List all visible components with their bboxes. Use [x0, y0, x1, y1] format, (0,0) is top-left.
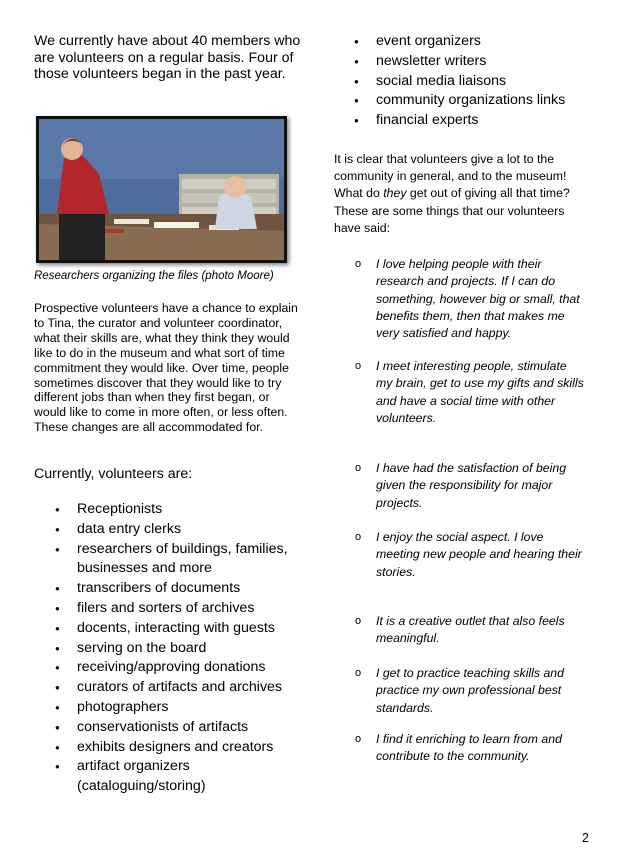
researchers-photo-illustration [39, 119, 284, 260]
list-item: ● data entry clerks [77, 520, 307, 540]
list-item: ● docents, interacting with guests [77, 619, 307, 639]
volunteer-process-paragraph: Prospective volunteers have a chance to explain to Tina, the curator and volunteer coordinator, what their skills are, what they think they would like to do in the museum and what sort of time commitment they would like. Over time, people sometimes discover that they would like to try different jobs than when they first began, or would like to come in more often, or less often. These changes are all accommodated for. [34, 301, 298, 435]
list-item: ● conservationists of artifacts [77, 718, 307, 738]
volunteer-roles-list-continued [376, 32, 586, 131]
list-item: ● artifact organizers (cataloguing/storing) [77, 757, 307, 797]
volunteer-quote [355, 460, 586, 512]
researchers-photo [36, 116, 287, 263]
volunteer-quote [355, 358, 586, 427]
list-item: ● researchers of buildings, families, businesses and more [77, 540, 307, 580]
circle-bullet-icon: o [355, 360, 362, 372]
circle-bullet-icon: o [355, 667, 362, 679]
quote-text: I enjoy the social aspect. I love meeting new people and hearing their stories. [376, 530, 582, 579]
list-item: ● event organizers [376, 32, 586, 52]
circle-bullet-icon: o [355, 531, 362, 543]
paragraph-text-after: get out of giving all that time? These are some things that our volunteers have said: [334, 186, 570, 235]
list-item: ● Receptionists [77, 500, 307, 520]
circle-bullet-icon: o [355, 258, 362, 270]
volunteer-quote [355, 529, 586, 581]
list-item: ● community organizations links [376, 91, 586, 111]
list-item: ● social media liaisons [376, 72, 586, 92]
list-item: ● newsletter writers [376, 52, 586, 72]
quote-text: I meet interesting people, stimulate my brain, get to use my gifts and skills and have a social time with other volunteers. [376, 359, 584, 425]
list-item: ● financial experts [376, 111, 586, 131]
page-number: 2 [582, 831, 589, 845]
circle-bullet-icon: o [355, 462, 362, 474]
list-item: ● exhibits designers and creators [77, 738, 307, 758]
circle-bullet-icon: o [355, 615, 362, 627]
quote-text: I have had the satisfaction of being given the responsibility for major projects. [376, 461, 567, 510]
list-item: ● receiving/approving donations [77, 658, 307, 678]
paragraph-text-before: It is clear that volunteers give a lot to the community in general, and to the museum! What do [334, 152, 567, 201]
quote-text: It is a creative outlet that also feels meaningful. [376, 614, 565, 646]
volunteer-quote [355, 731, 586, 766]
volunteer-quote [355, 665, 586, 717]
circle-bullet-icon: o [355, 733, 362, 745]
volunteer-roles-list [77, 500, 307, 797]
currently-heading: Currently, volunteers are: [34, 466, 193, 482]
volunteers-give-paragraph [334, 151, 594, 237]
list-item: ● transcribers of documents [77, 579, 307, 599]
list-item: ● curators of artifacts and archives [77, 678, 307, 698]
volunteer-quote [355, 613, 586, 648]
paragraph-emphasis: they [383, 186, 407, 201]
list-item: ● serving on the board [77, 639, 307, 659]
photo-caption: Researchers organizing the files (photo Moore) [34, 270, 274, 282]
quote-text: I find it enriching to learn from and contribute to the community. [376, 732, 562, 764]
intro-paragraph: We currently have about 40 members who are volunteers on a regular basis. Four of those volunteers began in the past year. [34, 33, 301, 82]
quote-text: I love helping people with their research and projects. If I can do something, however big or small, that benefits them, then that makes me very satisfied and happy. [376, 257, 580, 341]
list-item: ● photographers [77, 698, 307, 718]
quote-text: I get to practice teaching skills and practice my own professional best standards. [376, 666, 564, 715]
volunteer-quote [355, 256, 586, 342]
list-item: ● filers and sorters of archives [77, 599, 307, 619]
